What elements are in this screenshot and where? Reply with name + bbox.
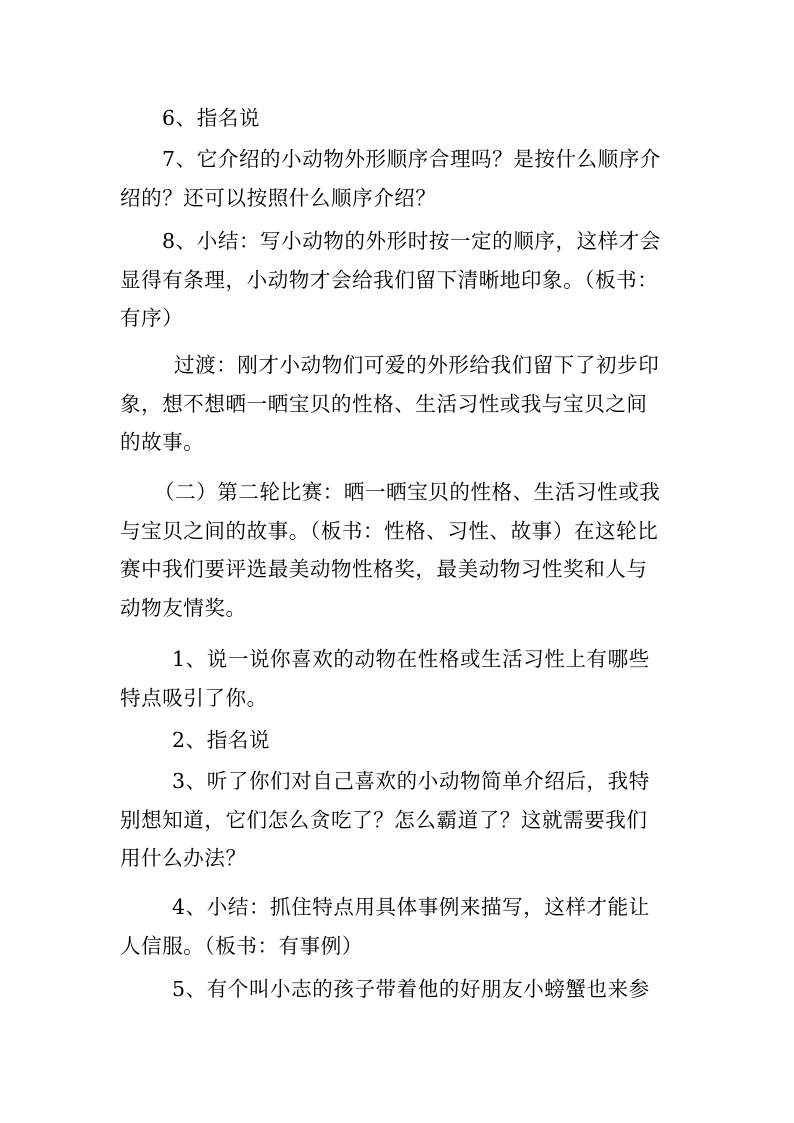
transition-paragraph: 过渡：刚才小动物们可爱的外形给我们留下了初步印象，想不想晒一晒宝贝的性格、生活习性或我与宝贝之间的故事。 [120, 353, 660, 454]
question-item-4: 4、小结：抓住特点用具体事例来描写，这样才能让人信服。（板书：有事例） [120, 895, 650, 958]
paragraph-item-6: 6、指名说 [162, 106, 261, 130]
question-item-2: 2、指名说 [172, 728, 271, 752]
question-item-3: 3、听了你们对自己喜欢的小动物简单介绍后，我特别想知道，它们怎么贪吃了？怎么霸道了？这就需要我们用什么办法？ [120, 769, 650, 870]
question-item-5: 5、有个叫小志的孩子带着他的好朋友小螃蟹也来参 [172, 977, 650, 1001]
paragraph-item-8: 8、小结：写小动物的外形时按一定的顺序，这样才会显得有条理，小动物才会给我们留下清晰地印象。（板书：有序） [120, 229, 661, 330]
paragraph-item-7: 7、它介绍的小动物外形顺序合理吗？是按什么顺序介绍的？还可以按照什么顺序介绍？ [120, 147, 661, 210]
section-two-paragraph: （二）第二轮比赛：晒一晒宝贝的性格、生活习性或我与宝贝之间的故事。（板书：性格、习性、故事）在这轮比赛中我们要评选最美动物性格奖，最美动物习性奖和人与动物友情奖。 [120, 480, 661, 620]
question-item-1: 1、说一说你喜欢的动物在性格或生活习性上有哪些特点吸引了你。 [120, 647, 650, 710]
